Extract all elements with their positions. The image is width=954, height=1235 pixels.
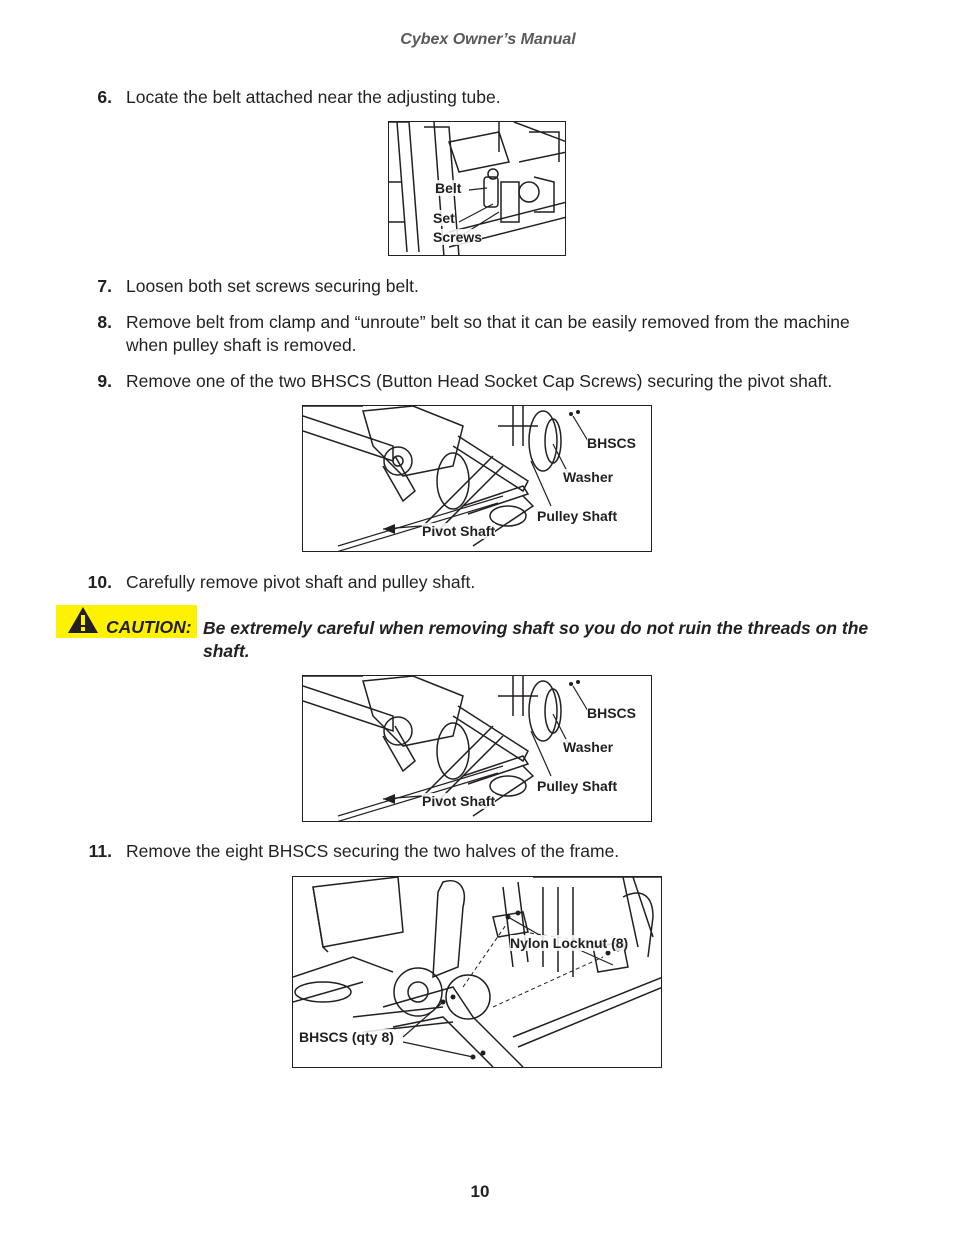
step-text: Loosen both set screws securing belt. [126,276,419,296]
warning-triangle-icon [66,605,100,635]
set-label: Set [433,210,455,226]
screws-label: Screws [433,229,483,245]
page-number: 10 [470,1182,490,1201]
belt-label: Belt [435,180,462,196]
frame-figure [292,876,662,1068]
step-number: 6. [97,87,112,107]
pivot-shaft-label: Pivot Shaft [422,793,496,809]
step-number: 10. [87,572,112,592]
step-text: Remove belt from clamp and “unroute” belt so that it can be easily removed from the machine when pulley shaft is removed. [126,312,850,355]
bhscs-qty-label: BHSCS (qty 8) [299,1029,394,1045]
step-text: Carefully remove pivot shaft and pulley shaft. [126,572,476,592]
caution-text: Be extremely careful when removing shaft so you do not ruin the threads on the shaft. [203,618,869,661]
nylon-locknut-label: Nylon Locknut (8) [510,935,629,951]
step-number: 11. [88,841,112,861]
belt-figure [388,121,566,256]
step-number: 7. [97,276,112,296]
step-text: Remove one of the two BHSCS (Button Head Socket Cap Screws) securing the pivot shaft. [126,371,833,391]
step-number: 9. [97,371,112,391]
pivot-shaft-removal-figure [302,675,652,822]
caution-label: CAUTION: [106,617,192,637]
bhscs-label: BHSCS [587,705,637,721]
document-header: Cybex Owner’s Manual [400,31,576,48]
pulley-shaft-label: Pulley Shaft [537,508,618,524]
step-text: Locate the belt attached near the adjusting tube. [126,87,501,107]
washer-label: Washer [563,739,614,755]
pivot-shaft-figure [302,405,652,552]
pulley-shaft-label: Pulley Shaft [537,778,618,794]
washer-label: Washer [563,469,614,485]
pivot-shaft-label: Pivot Shaft [422,523,496,539]
step-number: 8. [97,312,112,332]
step-text: Remove the eight BHSCS securing the two halves of the frame. [126,841,620,861]
bhscs-label: BHSCS [587,435,637,451]
